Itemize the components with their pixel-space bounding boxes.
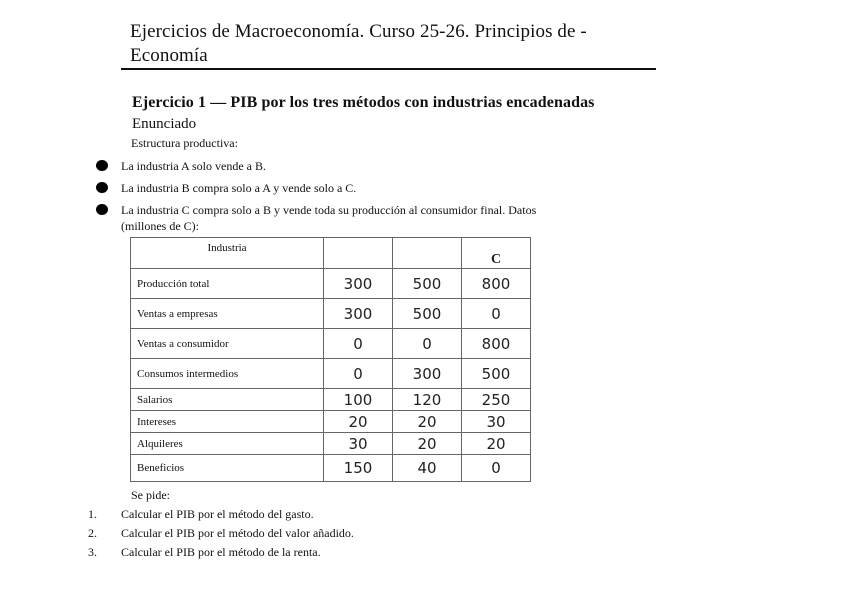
table-cell: 300 (324, 299, 393, 329)
document-title-line-2: Economía (130, 45, 208, 66)
table-cell: 20 (393, 411, 462, 433)
table-cell: 40 (393, 455, 462, 482)
table-header-cell (324, 238, 393, 269)
bullet-icon (96, 182, 108, 193)
table-row (131, 329, 531, 359)
document-title (130, 20, 650, 68)
document-title-line-1: Ejercicios de Macroeconomía. Curso 25-26. Principios de - (130, 21, 587, 42)
table-cell: 0 (324, 359, 393, 389)
intro-text: Estructura productiva: (131, 136, 238, 150)
row-label: Salarios (131, 389, 324, 411)
table-cell: 150 (324, 455, 393, 482)
table-cell: 0 (393, 329, 462, 359)
table-cell: 800 (462, 269, 531, 299)
row-label: Ventas a empresas (131, 299, 324, 329)
table-row (131, 269, 531, 299)
table-cell: 20 (462, 433, 531, 455)
list-item: La industria C compra solo a B y vende toda su producción al consumidor final. Datos (121, 203, 537, 217)
table-cell: 300 (324, 269, 393, 299)
table-row (131, 433, 531, 455)
list-item-continuation: (millones de C): (121, 219, 199, 233)
table-cell: 800 (462, 329, 531, 359)
table-cell: 500 (393, 269, 462, 299)
table-header-row (131, 238, 531, 269)
bullet-icon (96, 204, 108, 215)
task-number: 2. (88, 526, 97, 540)
bullet-icon (96, 160, 108, 171)
table-cell: 300 (393, 359, 462, 389)
row-label: Beneficios (131, 455, 324, 482)
row-label: Alquileres (131, 433, 324, 455)
row-label: Ventas a consumidor (131, 329, 324, 359)
table-header-cell (393, 238, 462, 269)
exercise-title: Ejercicio 1 — PIB por los tres métodos con industrias encadenadas (132, 94, 595, 111)
table-cell: 500 (462, 359, 531, 389)
title-divider (121, 68, 656, 70)
task-item: Calcular el PIB por el método del gasto. (121, 507, 314, 521)
table-cell: 0 (462, 299, 531, 329)
row-label: Producción total (131, 269, 324, 299)
task-item: Calcular el PIB por el método del valor añadido. (121, 526, 354, 540)
row-label: Intereses (131, 411, 324, 433)
table-cell: 120 (393, 389, 462, 411)
table-row (131, 455, 531, 482)
table-cell: 250 (462, 389, 531, 411)
row-label: Consumos intermedios (131, 359, 324, 389)
table-cell: 100 (324, 389, 393, 411)
table-row (131, 299, 531, 329)
table-row (131, 359, 531, 389)
table-cell: 500 (393, 299, 462, 329)
table-cell: 20 (393, 433, 462, 455)
table-row (131, 411, 531, 433)
table-cell: 0 (462, 455, 531, 482)
table-cell: 30 (324, 433, 393, 455)
list-item: La industria A solo vende a B. (121, 159, 266, 173)
task-number: 3. (88, 545, 97, 559)
table-header-label: Industria (131, 238, 324, 269)
data-table (130, 237, 531, 482)
ask-text: Se pide: (131, 488, 170, 502)
table-row (131, 389, 531, 411)
task-number: 1. (88, 507, 97, 521)
table-cell: 30 (462, 411, 531, 433)
list-item: La industria B compra solo a A y vende solo a C. (121, 181, 357, 195)
table-header-cell: C (462, 238, 531, 269)
table-cell: 0 (324, 329, 393, 359)
section-heading: Enunciado (132, 116, 197, 132)
table-cell: 20 (324, 411, 393, 433)
task-item: Calcular el PIB por el método de la renta. (121, 545, 321, 559)
